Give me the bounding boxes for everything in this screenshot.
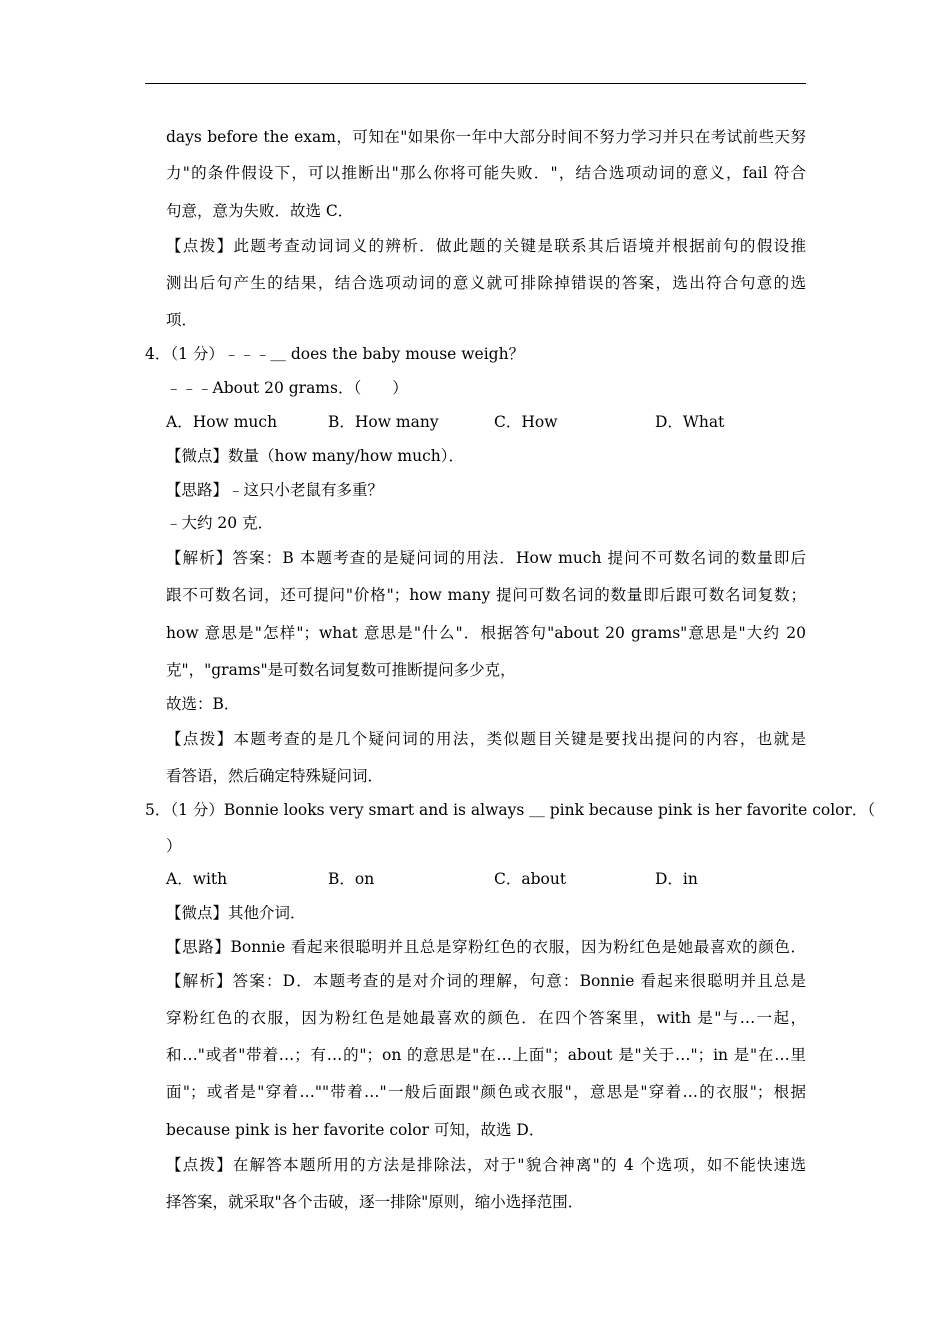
q3-tip-line-1: 【点拨】此题考查动词词义的辨析．做此题的关键是联系其后语境并根据前句的假设推	[166, 237, 806, 255]
q5-option-a: A．with	[166, 870, 228, 888]
q5-tip-line-1: 【点拨】在解答本题所用的方法是排除法，对于"貌合神离"的 4 个选项，如不能快速选	[166, 1156, 806, 1174]
q5-option-b: B．on	[328, 870, 375, 888]
q5-stem-line-2: ）	[166, 837, 182, 855]
q4-idea-line-1: 【思路】﹣这只小老鼠有多重？	[166, 481, 384, 499]
q4-analysis-line-4: 克"，"grams"是可数名词复数可推断提问多少克，	[166, 661, 516, 679]
q5-analysis-line-3: 和…"或者"带着…；有…的"；on 的意思是"在…上面"；about 是"关于…"；in 是"在…里	[166, 1046, 806, 1064]
q5-option-c: C．about	[494, 870, 567, 888]
q4-analysis-line-1: 【解析】答案：B 本题考查的是疑问词的用法．How much 提问不可数名词的数量即后	[166, 549, 806, 567]
q4-answer-line: ﹣﹣﹣About 20 grams．（ ）	[166, 379, 408, 397]
q5-tip-line-2: 择答案，就采取"各个击破，逐一排除"原则，缩小选择范围．	[166, 1193, 584, 1211]
q3-analysis-line-1: days before the exam，可知在"如果你一年中大部分时间不努力学习并只在考试前些天努	[166, 128, 806, 146]
q4-option-a: A．How much	[166, 413, 278, 431]
q5-option-d: D．in	[655, 870, 698, 888]
q3-tip-line-2: 测出后句产生的结果，结合选项动词的意义就可排除掉错误的答案，选出符合句意的选	[166, 274, 806, 292]
q5-analysis-line-2: 穿粉红色的衣服，因为粉红色是她最喜欢的颜色．在四个答案里，with 是"与…一起，	[166, 1009, 806, 1027]
header-rule	[145, 83, 806, 84]
q4-stem: 4．（1 分）﹣﹣﹣＿ does the baby mouse weigh？	[145, 345, 525, 363]
q5-analysis-line-4: 面"；或者是"穿着…""带着…"一般后面跟"颜色或衣服"，意思是"穿着…的衣服"；根据	[166, 1083, 806, 1101]
q5-stem: 5．（1 分）Bonnie looks very smart and is always ＿ pink because pink is her favorite color．（	[145, 801, 876, 819]
q5-analysis-line-5: because pink is her favorite color 可知，故选 D．	[166, 1121, 545, 1139]
q3-tip-line-3: 项．	[166, 311, 198, 329]
q4-idea-line-2: ﹣大约 20 克．	[166, 514, 274, 532]
q4-analysis-line-5: 故选：B．	[166, 695, 240, 713]
q5-idea: 【思路】Bonnie 看起来很聪明并且总是穿粉红色的衣服，因为粉红色是她最喜欢的颜色．	[166, 938, 806, 956]
q4-point: 【微点】数量（how many/how much）．	[166, 447, 465, 465]
q4-analysis-line-3: how 意思是"怎样"；what 意思是"什么"．根据答句"about 20 grams"意思是"大约 20	[166, 624, 806, 642]
q4-tip-line-1: 【点拨】本题考查的是几个疑问词的用法，类似题目关键是要找出提问的内容，也就是	[166, 730, 806, 748]
q5-point: 【微点】其他介词．	[166, 904, 306, 922]
q4-tip-line-2: 看答语，然后确定特殊疑问词．	[166, 767, 384, 785]
q4-option-d: D．What	[655, 413, 725, 431]
q4-analysis-line-2: 跟不可数名词，还可提问"价格"；how many 提问可数名词的数量即后跟可数名词复数；	[166, 586, 806, 604]
q5-analysis-line-1: 【解析】答案：D．本题考查的是对介词的理解，句意：Bonnie 看起来很聪明并且总是	[166, 972, 806, 990]
q3-analysis-line-3: 句意，意为失败．故选 C．	[166, 202, 354, 220]
q3-analysis-line-2: 力"的条件假设下，可以推断出"那么你将可能失败．"，结合选项动词的意义，fail 符合	[166, 164, 806, 182]
q4-option-b: B．How many	[328, 413, 439, 431]
q4-option-c: C．How	[494, 413, 558, 431]
